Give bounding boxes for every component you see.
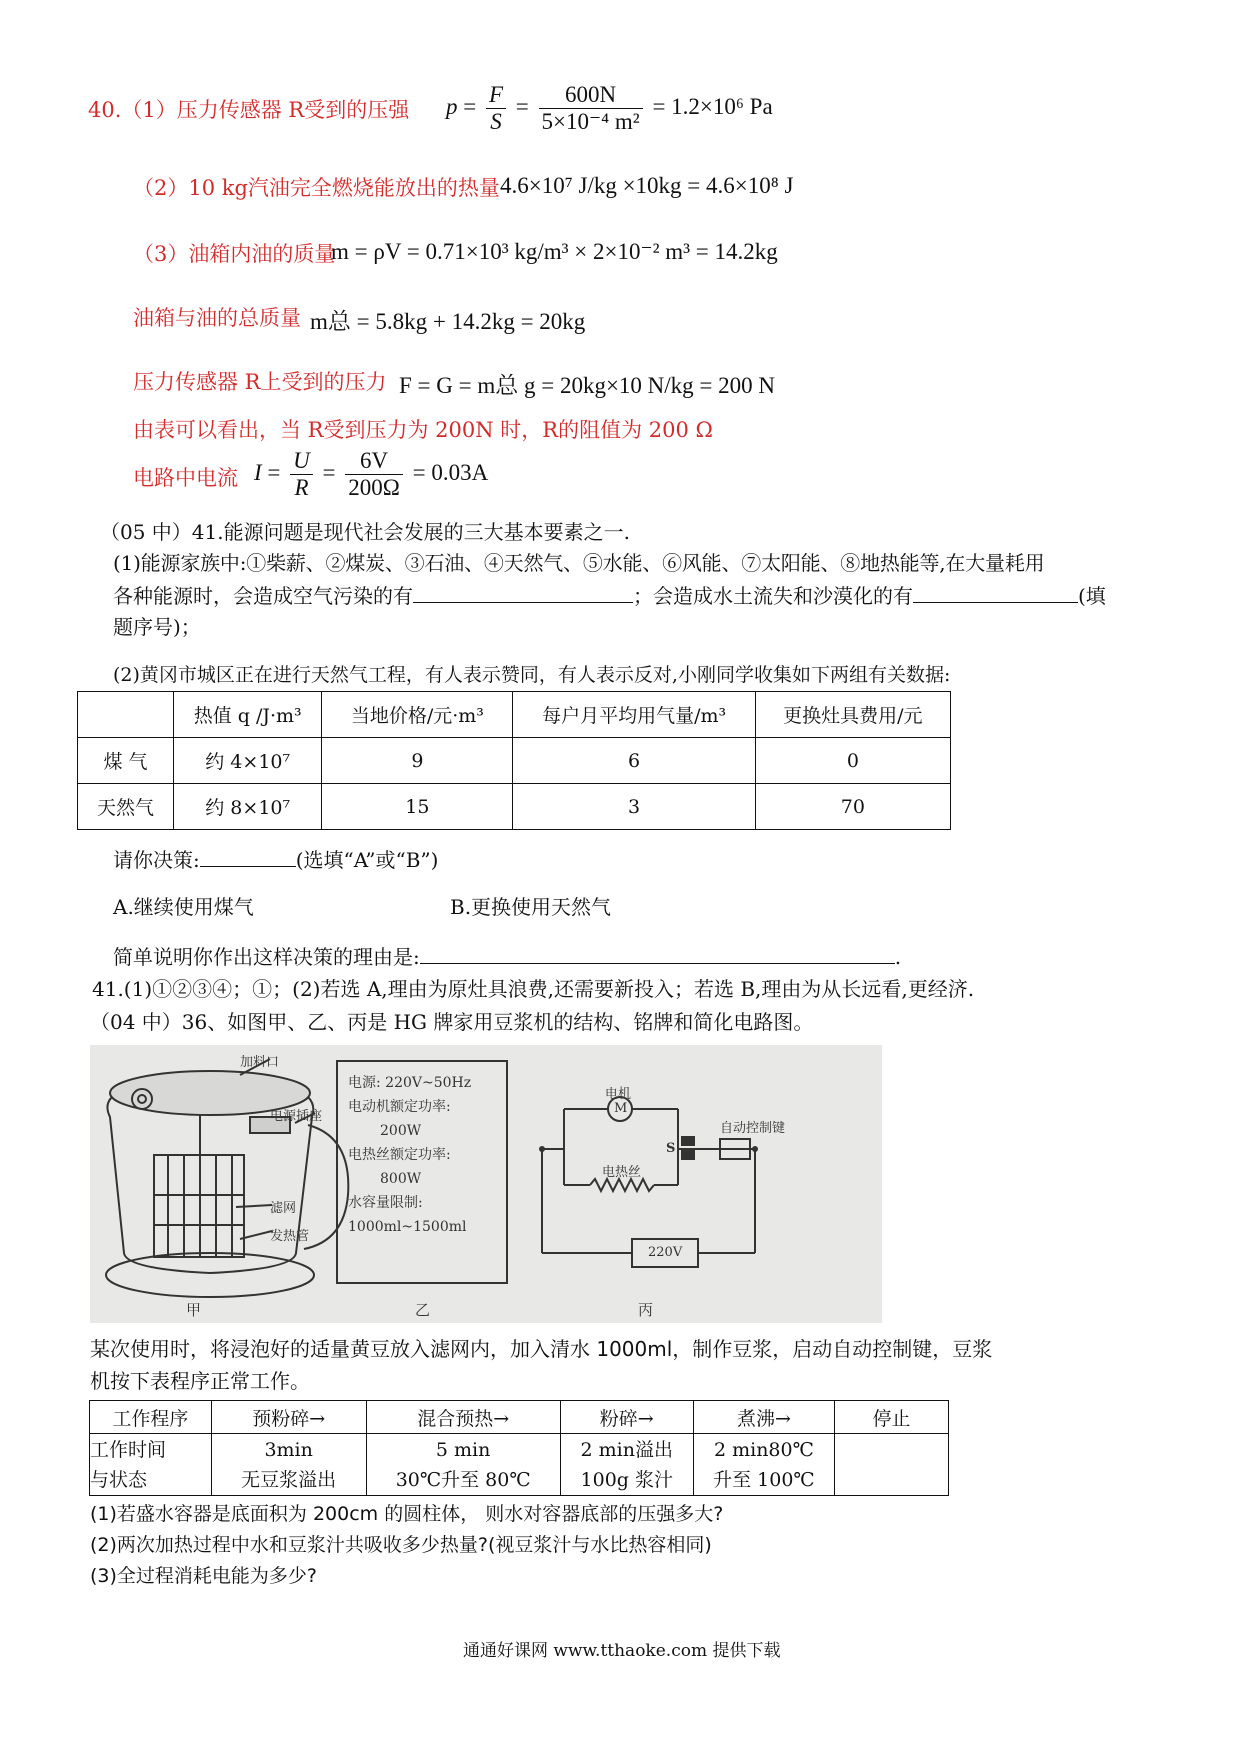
table-header: 煮沸→ (693, 1401, 834, 1434)
q41-data-table (77, 691, 951, 830)
table-header: 粉碎→ (560, 1401, 693, 1434)
q40-line1 (88, 96, 409, 124)
row-label-line: 工作时间 (90, 1438, 167, 1461)
q40-line6: 由表可以看出，当 R受到压力为 200N 时，R的阻值为 200 Ω (133, 418, 713, 442)
q41-part1-text-c: (填 (1078, 584, 1106, 608)
table-header: 工作程序 (90, 1401, 212, 1434)
table-cell: 煤 气 (78, 738, 174, 784)
caption-jia: 甲 (186, 1301, 202, 1319)
label-power-socket: 电源插座 (270, 1109, 323, 1124)
table-cell (366, 1434, 560, 1496)
table-header-row (78, 692, 951, 738)
q40-line2-label: （2）10 kg汽油完全燃烧能放出的热量 (133, 176, 500, 200)
q40-line5-equation: F = G = m总 g = 20kg×10 N/kg = 200 N (399, 373, 776, 398)
table-header (78, 692, 174, 738)
table-cell: 0 (755, 738, 950, 784)
eq-fraction-numeric (539, 82, 643, 135)
table-cell: 天然气 (78, 784, 174, 830)
table-cell (560, 1434, 693, 1496)
table-row-label (90, 1434, 212, 1496)
table-header: 当地价格/元·m³ (322, 692, 513, 738)
table-cell: 15 (322, 784, 513, 830)
q36-intro: （04 中）36、如图甲、乙、丙是 HG 牌家用豆浆机的结构、铭牌和简化电路图。 (90, 1010, 814, 1034)
cell-line: 2 min80℃ (713, 1438, 814, 1461)
table-cell: 约 8×10⁷ (174, 784, 322, 830)
eq-lhs: I (254, 459, 262, 485)
frac-den: 5×10⁻⁴ m² (541, 109, 640, 134)
q36-program-table (89, 1400, 949, 1496)
circuit-node (752, 1146, 758, 1152)
eq-fraction-numeric (345, 448, 403, 501)
q36-figure (90, 1045, 882, 1323)
q36-paragraph-line2: 机按下表程序正常工作。 (90, 1369, 310, 1393)
table-header: 停止 (835, 1401, 949, 1434)
circuit-node (539, 1146, 545, 1152)
q40-line1-label: 40.（1）压力传感器 R受到的压强 (88, 98, 410, 122)
eq-result: = 0.03A (412, 459, 489, 485)
q41-reason-label: 简单说明你作出这样决策的理由是: (113, 945, 420, 969)
table-header: 更换灶具费用/元 (755, 692, 950, 738)
caption-yi: 乙 (415, 1301, 431, 1319)
q41-blank-reason[interactable] (420, 941, 895, 964)
table-row (78, 738, 951, 784)
q41-blank-decision[interactable] (200, 844, 296, 867)
q41-option-b: B.更换使用天然气 (450, 895, 612, 919)
frac-den: R (294, 475, 309, 500)
nameplate-text (348, 1071, 471, 1239)
table-row (90, 1434, 949, 1496)
eq-fraction-symbolic (486, 82, 506, 135)
cell-line: 100g 浆汁 (580, 1468, 673, 1491)
page-footer: 通通好课网 www.tthaoke.com 提供下载 (463, 1641, 781, 1661)
q41-part1-line1: (1)能源家族中:①柴薪、②煤炭、③石油、④天然气、⑤水能、⑥风能、⑦太阳能、⑧地热能等,在大量耗用 (113, 551, 1045, 575)
q40-line7 (133, 464, 238, 492)
row-label-line: 与状态 (90, 1468, 148, 1491)
table-cell-empty (835, 1434, 949, 1496)
q41-reason (113, 941, 901, 972)
q41-reason-end: . (894, 945, 902, 969)
q36-paragraph-line1: 某次使用时，将浸泡好的适量黄豆放入滤网内，加入清水 1000ml，制作豆浆，启动自动控制键，豆浆 (90, 1337, 993, 1361)
eq-lhs: p (446, 93, 458, 119)
cell-line: 无豆浆溢出 (241, 1468, 337, 1491)
nameplate-line: 200W (380, 1123, 422, 1139)
frac-den: 200Ω (348, 475, 400, 500)
table-cell (211, 1434, 366, 1496)
q41-decision (113, 844, 438, 875)
nameplate-line: 电源: 220V~50Hz (348, 1075, 472, 1091)
q40-line4 (133, 304, 301, 332)
caption-bing: 丙 (638, 1301, 654, 1319)
q41-part1-line2 (113, 580, 1106, 611)
label-heating-tube: 发热管 (270, 1229, 310, 1244)
q40-line5 (133, 368, 387, 396)
nameplate-line: 电热丝额定功率: (348, 1147, 451, 1163)
q40-line3-label: （3）油箱内油的质量 (133, 242, 336, 266)
table-header-row (90, 1401, 949, 1434)
cell-line: 2 min溢出 (580, 1438, 673, 1461)
q41-decision-label: 请你决策: (113, 848, 200, 872)
q41-part1-text-a: 各种能源时，会造成空气污染的有 (113, 584, 413, 608)
label-voltage: 220V (648, 1245, 683, 1260)
frac-num: F (488, 82, 504, 107)
cell-line: 30℃升至 80℃ (395, 1468, 531, 1491)
table-cell: 9 (322, 738, 513, 784)
table-cell: 约 4×10⁷ (174, 738, 322, 784)
frac-num: 600N (539, 82, 643, 109)
machine-illustration (106, 1059, 348, 1297)
q36-sub2: (2)两次加热过程中水和豆浆汁共吸收多少热量?(视豆浆汁与水比热容相同) (90, 1534, 712, 1556)
table-cell: 3 (513, 784, 755, 830)
nameplate-line: 800W (380, 1171, 422, 1187)
cell-line: 5 min (435, 1438, 491, 1461)
table-header: 混合预热→ (366, 1401, 560, 1434)
eq-result: = 1.2×10⁶ Pa (652, 93, 773, 119)
q41-part1-line3: 题序号)； (113, 615, 201, 639)
nameplate-line: 水容量限制: (348, 1195, 423, 1211)
table-header: 每户月平均用气量/m³ (513, 692, 755, 738)
table-cell: 70 (755, 784, 950, 830)
q40-line4-equation: m总 = 5.8kg + 14.2kg = 20kg (310, 309, 586, 334)
q40-line4-label: 油箱与油的总质量 (133, 306, 301, 330)
table-header: 预粉碎→ (211, 1401, 366, 1434)
frac-num: 6V (345, 448, 403, 475)
cell-line: 3min (264, 1438, 313, 1461)
q40-line1-equation: p = $\frac{F}{S}$ = $\frac{600N}{\text{5×10⁻⁴ m²}}$ = 1.2×10⁶ Pa (446, 82, 773, 134)
nameplate-line: 电动机额定功率: (348, 1099, 451, 1115)
q40-line3-equation: m = ρV = 0.71×10³ kg/m³ × 2×10⁻² m³ = 14.2kg (331, 239, 778, 264)
eq-fraction-symbolic (290, 448, 313, 501)
table-cell: 6 (513, 738, 755, 784)
q41-intro: （05 中）41.能源问题是现代社会发展的三大基本要素之一. (100, 520, 630, 544)
q40-line7-equation: I = $\frac{U}{R}$ = $\frac{6V}{200\Omega}$ = 0.03A (254, 448, 489, 500)
q36-figure-drawing (90, 1045, 882, 1323)
q41-blank-soil-erosion[interactable] (913, 580, 1078, 603)
q41-part1-text-b: ；会造成水土流失和沙漠化的有 (633, 584, 913, 608)
q41-answer: 41.(1)①②③④；①；(2)若选 A,理由为原灶具浪费,还需要新投入；若选 B,理由为从长远看,更经济. (92, 977, 975, 1001)
cell-line: 升至 100℃ (713, 1468, 815, 1491)
q40-line3 (133, 240, 335, 268)
label-feed-inlet: 加料口 (240, 1055, 280, 1070)
label-motor-symbol: M (614, 1101, 628, 1116)
q36-sub3: (3)全过程消耗电能为多少? (90, 1565, 317, 1587)
frac-num: U (293, 448, 310, 473)
table-header: 热值 q /J·m³ (174, 692, 322, 738)
label-auto-control-key: 自动控制键 (720, 1121, 786, 1136)
q36-sub1: (1)若盛水容器是底面积为 200cm 的圆柱体， 则水对容器底部的压强多大? (90, 1503, 724, 1525)
q40-line7-label: 电路中电流 (133, 466, 238, 490)
label-filter: 滤网 (270, 1201, 297, 1216)
q40-line5-label: 压力传感器 R上受到的压力 (133, 370, 387, 394)
table-cell (693, 1434, 834, 1496)
label-motor: 电机 (605, 1087, 632, 1102)
frac-den: S (490, 109, 502, 134)
nameplate-line: 1000ml~1500ml (348, 1219, 467, 1235)
label-heating-wire: 电热丝 (602, 1165, 642, 1180)
q40-line2-equation: 4.6×10⁷ J/kg ×10kg = 4.6×10⁸ J (500, 173, 794, 198)
table-row (78, 784, 951, 830)
label-switch: S (666, 1141, 676, 1156)
q41-option-a: A.继续使用煤气 (113, 895, 254, 919)
q41-blank-air-pollution[interactable] (413, 580, 633, 603)
q41-decision-hint: (选填“A”或“B”) (295, 848, 439, 872)
q41-part2: (2)黄冈市城区正在进行天然气工程，有人表示赞同，有人表示反对,小刚同学收集如下两组有关数据: (113, 664, 951, 686)
q40-line2 (133, 174, 500, 202)
